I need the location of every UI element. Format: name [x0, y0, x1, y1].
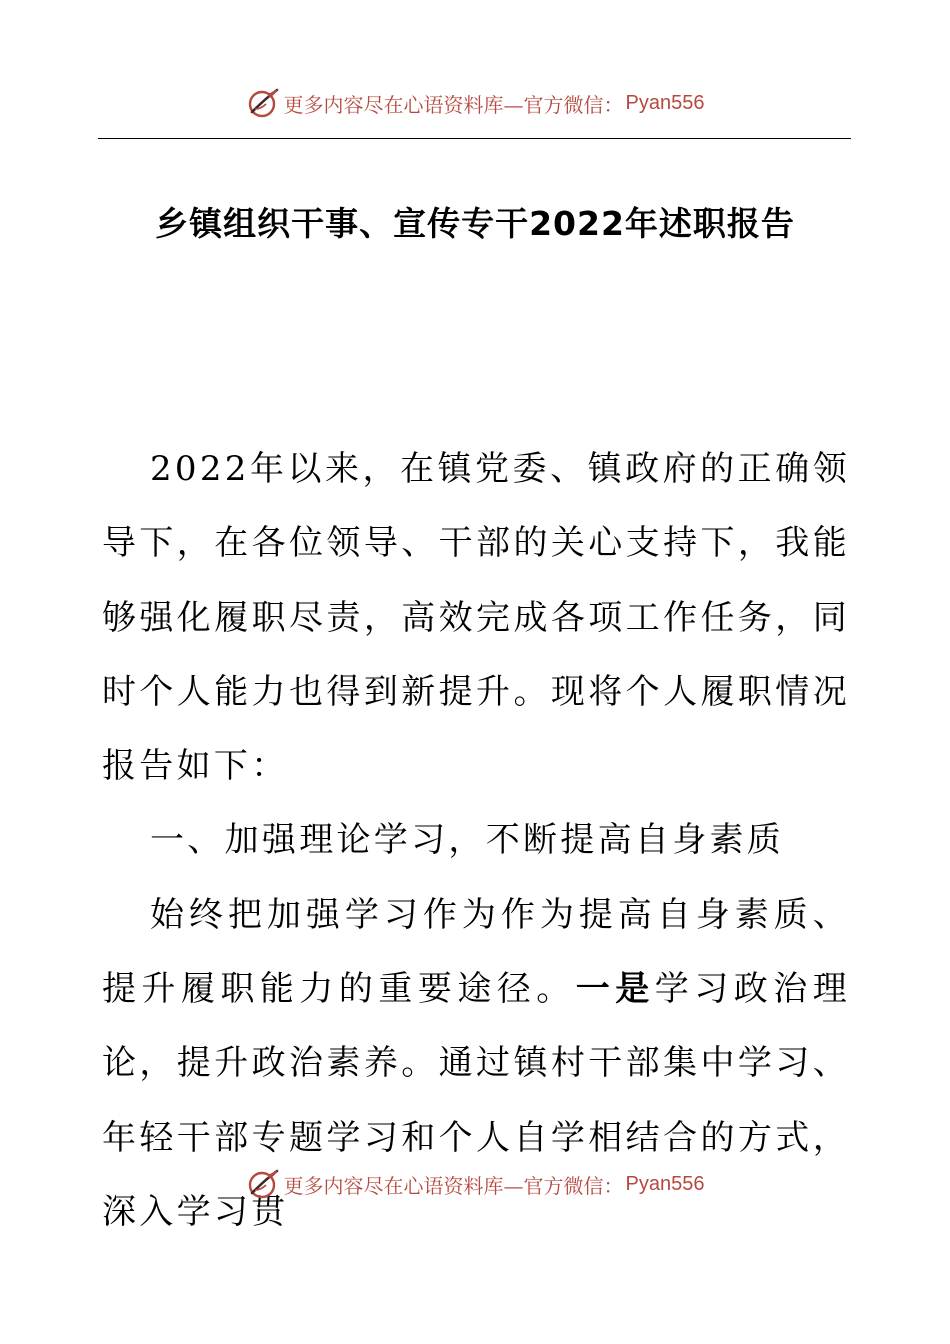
header-watermark-banner [0, 81, 950, 125]
paragraph-study-lead: 始终把加强学习作为作为提高自身素质、提升履职能力的重要途径。 [102, 894, 850, 1010]
document-title: 乡镇组织干事、宣传专干2022年述职报告 [155, 204, 795, 243]
section-heading-1: 一、加强理论学习，不断提高自身素质 [150, 820, 785, 861]
header-banner-wechat: Pyan556 [625, 91, 705, 114]
header-banner-text: 更多内容尽在心语资料库—官方微信： [283, 92, 624, 117]
header-divider [98, 138, 851, 139]
footer-banner-wechat: Pyan556 [625, 1172, 705, 1195]
paragraph-study-bold: 一是 [575, 969, 655, 1010]
quill-swirl-icon [246, 1167, 280, 1201]
paragraph-study-rest: 学习政治理论，提升政治素养。通过镇村干部集中学习、年轻干部专题学习和个人自学相结合的方式，深入学习贯 [102, 969, 850, 1232]
document-body [102, 432, 850, 1249]
footer-watermark-banner [0, 1162, 950, 1206]
paragraph-intro: 2022年以来，在镇党委、镇政府的正确领导下，在各位领导、干部的关心支持下，我能够强化履职尽责，高效完成各项工作任务，同时个人能力也得到新提升。现将个人履职情况报告如下： [102, 449, 850, 787]
quill-swirl-icon [246, 86, 280, 120]
footer-banner-text: 更多内容尽在心语资料库—官方微信： [283, 1173, 624, 1198]
